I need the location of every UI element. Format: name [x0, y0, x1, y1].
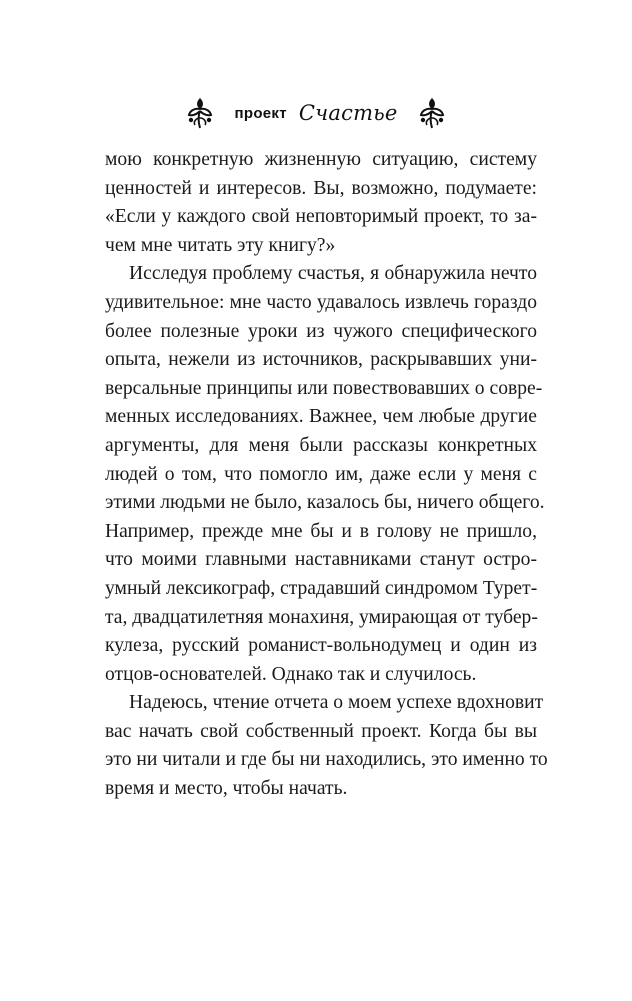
running-head [0, 93, 632, 133]
text-line: удивительное: мне часто удавалось извлечь гораздо [105, 291, 537, 313]
text-line: кулеза, русский романист-вольнодумец и один из [105, 635, 537, 657]
text-line: опыта, нежели из источников, раскрывавших уни- [105, 349, 537, 371]
text-line: людей о том, что помогло им, даже если у меня с [105, 463, 537, 485]
text-line: чем мне читать эту книгу?» [105, 234, 336, 256]
text-line: мою конкретную жизненную ситуацию, систему [105, 149, 537, 170]
body-text [105, 146, 548, 804]
text-line: вас начать свой собственный проект. Когда бы вы [105, 720, 537, 742]
floral-ornament-icon [419, 96, 445, 130]
text-line: это ни читали и где бы ни находились, это именно то [105, 749, 548, 771]
floral-ornament-icon [187, 96, 213, 130]
text-line: более полезные уроки из чужого специфического [105, 320, 537, 342]
text-line: Исследуя проблему счастья, я обнаружила нечто [129, 263, 537, 285]
text-line: аргументы, для меня были рассказы конкретных [105, 434, 537, 456]
text-line: ценностей и интересов. Вы, возможно, подумаете: [105, 177, 537, 199]
running-head-word: проект [234, 104, 287, 122]
paragraph-2 [105, 260, 545, 689]
text-line: этими людьми не было, казалось бы, ничего общего. [105, 492, 545, 514]
text-line: что моими главными наставниками станут остро- [105, 549, 537, 571]
text-line: Надеюсь, чтение отчета о моем успехе вдохновит [129, 692, 544, 714]
running-head-title: Счастье [298, 101, 398, 125]
text-line: время и место, чтобы начать. [105, 778, 348, 800]
text-line: версальные принципы или повествовавших о совре- [105, 377, 543, 399]
text-line: отцов-основателей. Однако так и случилось. [105, 663, 477, 685]
text-line: «Если у каждого свой неповторимый проект, то за- [105, 206, 537, 228]
text-line: умный лексикограф, страдавший синдромом Турет- [105, 577, 538, 599]
paragraph-1 [105, 146, 537, 260]
paragraph-3 [105, 689, 548, 803]
text-line: Например, прежде мне бы и в голову не пришло, [105, 520, 537, 542]
text-line: та, двадцатилетняя монахиня, умирающая от тубер- [105, 606, 538, 628]
text-line: менных исследованиях. Важнее, чем любые другие [105, 406, 537, 428]
